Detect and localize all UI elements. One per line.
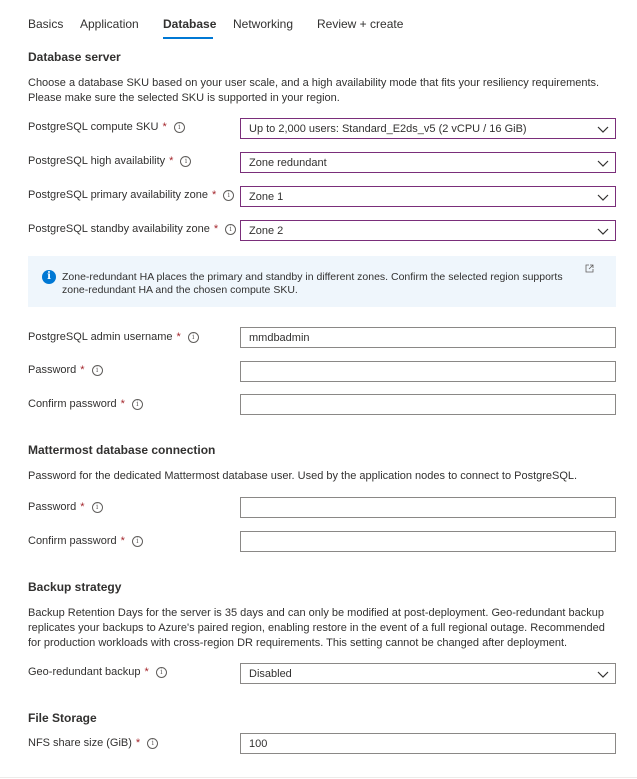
tab-basics[interactable]: Basics	[28, 17, 64, 31]
mm-password-label	[28, 501, 103, 513]
required-marker: *	[120, 398, 125, 410]
nfs-size-value: 100	[249, 737, 268, 750]
chevron-down-icon	[597, 668, 609, 680]
required-marker: *	[80, 364, 85, 376]
database-server-description: Choose a database SKU based on your user scale, and a high availability mode that fits your resiliency requirements. Please make sure the selected SKU is supported in your region.	[28, 77, 600, 104]
backup-description: Backup Retention Days for the server is 35 days and can only be modified at post-deployment. Geo-redundant backup replicates your backups to Azure's paired region, enabling restore in the event of a full regional outage. Recommended for production workloads with cross-region DR requirements. This setting cannot be changed after deployment.	[28, 607, 605, 649]
geo-redundant-select[interactable]	[240, 663, 616, 684]
info-banner-text: Zone-redundant HA places the primary and standby in different zones. Confirm the selected region supports zone-redundant HA and the chosen compute SKU.	[62, 271, 563, 296]
chevron-down-icon	[597, 123, 609, 135]
compute-sku-label	[28, 121, 185, 133]
info-icon[interactable]: i	[174, 122, 185, 133]
primary-zone-select[interactable]	[240, 186, 616, 207]
section-title-database-server: Database server	[28, 50, 121, 64]
required-marker: *	[144, 666, 149, 678]
mm-password-label-text: Password	[28, 501, 77, 513]
high-availability-label	[28, 155, 191, 167]
confirm-password-label	[28, 398, 143, 410]
primary-zone-value: Zone 1	[249, 190, 284, 203]
required-marker: *	[211, 189, 217, 201]
high-availability-value: Zone redundant	[249, 156, 327, 169]
active-tab-indicator	[163, 37, 213, 39]
geo-redundant-label-text: Geo-redundant backup	[28, 666, 141, 678]
chevron-down-icon	[597, 225, 609, 237]
password-label	[28, 364, 103, 376]
required-marker: *	[169, 155, 174, 167]
mm-password-input[interactable]	[240, 497, 616, 518]
password-input[interactable]	[240, 361, 616, 382]
geo-redundant-value: Disabled	[249, 667, 292, 680]
nfs-size-label-text: NFS share size (GiB)	[28, 737, 132, 749]
compute-sku-select[interactable]	[240, 118, 616, 139]
mm-confirm-password-label-text: Confirm password	[28, 535, 117, 547]
mattermost-connection-description: Password for the dedicated Mattermost database user. Used by the application nodes to connect to PostgreSQL.	[28, 470, 578, 482]
password-label-text: Password	[28, 364, 77, 376]
section-title-file-storage: File Storage	[28, 711, 97, 725]
required-marker: *	[213, 223, 219, 235]
external-link-icon[interactable]	[585, 264, 594, 273]
standby-zone-label-text: PostgreSQL standby availability zone	[28, 223, 210, 235]
high-availability-label-text: PostgreSQL high availability	[28, 155, 166, 167]
info-icon[interactable]: i	[92, 502, 103, 513]
required-marker: *	[80, 501, 85, 513]
bottom-divider	[0, 777, 637, 778]
admin-username-label-text: PostgreSQL admin username	[28, 331, 173, 343]
info-icon[interactable]: i	[132, 399, 143, 410]
confirm-password-input[interactable]	[240, 394, 616, 415]
primary-zone-label	[28, 189, 234, 201]
mm-confirm-password-label	[28, 535, 143, 547]
info-icon[interactable]: i	[156, 667, 167, 678]
admin-username-value: mmdbadmin	[249, 331, 310, 344]
standby-zone-select[interactable]	[240, 220, 616, 241]
standby-zone-value: Zone 2	[249, 224, 284, 237]
nfs-size-input[interactable]	[240, 733, 616, 754]
tab-database[interactable]: Database	[163, 17, 217, 31]
tab-application[interactable]: Application	[80, 17, 139, 31]
chevron-down-icon	[597, 191, 609, 203]
nfs-size-label	[28, 737, 158, 749]
info-icon[interactable]: i	[223, 190, 234, 201]
compute-sku-label-text: PostgreSQL compute SKU	[28, 121, 159, 133]
admin-username-input[interactable]	[240, 327, 616, 348]
required-marker: *	[120, 535, 125, 547]
required-marker: *	[176, 331, 181, 343]
info-icon[interactable]: i	[225, 224, 236, 235]
required-marker: *	[162, 121, 167, 133]
standby-zone-label	[28, 223, 236, 235]
required-marker: *	[135, 737, 141, 749]
high-availability-select[interactable]	[240, 152, 616, 173]
compute-sku-value: Up to 2,000 users: Standard_E2ds_v5 (2 vCPU / 16 GiB)	[249, 122, 527, 135]
tab-review-create[interactable]: Review + create	[317, 17, 404, 31]
confirm-password-label-text: Confirm password	[28, 398, 117, 410]
admin-username-label	[28, 331, 199, 343]
chevron-down-icon	[597, 157, 609, 169]
section-title-backup-strategy: Backup strategy	[28, 580, 122, 594]
info-banner	[28, 256, 616, 307]
primary-zone-label-text: PostgreSQL primary availability zone	[28, 189, 208, 201]
info-icon[interactable]: i	[132, 536, 143, 547]
info-circle-icon: i	[42, 270, 56, 284]
info-icon[interactable]: i	[188, 332, 199, 343]
geo-redundant-label	[28, 666, 167, 678]
info-icon[interactable]: i	[147, 738, 158, 749]
mm-confirm-password-input[interactable]	[240, 531, 616, 552]
info-icon[interactable]: i	[180, 156, 191, 167]
section-title-mattermost-connection: Mattermost database connection	[28, 443, 216, 457]
tab-networking[interactable]: Networking	[233, 17, 294, 31]
info-icon[interactable]: i	[92, 365, 103, 376]
